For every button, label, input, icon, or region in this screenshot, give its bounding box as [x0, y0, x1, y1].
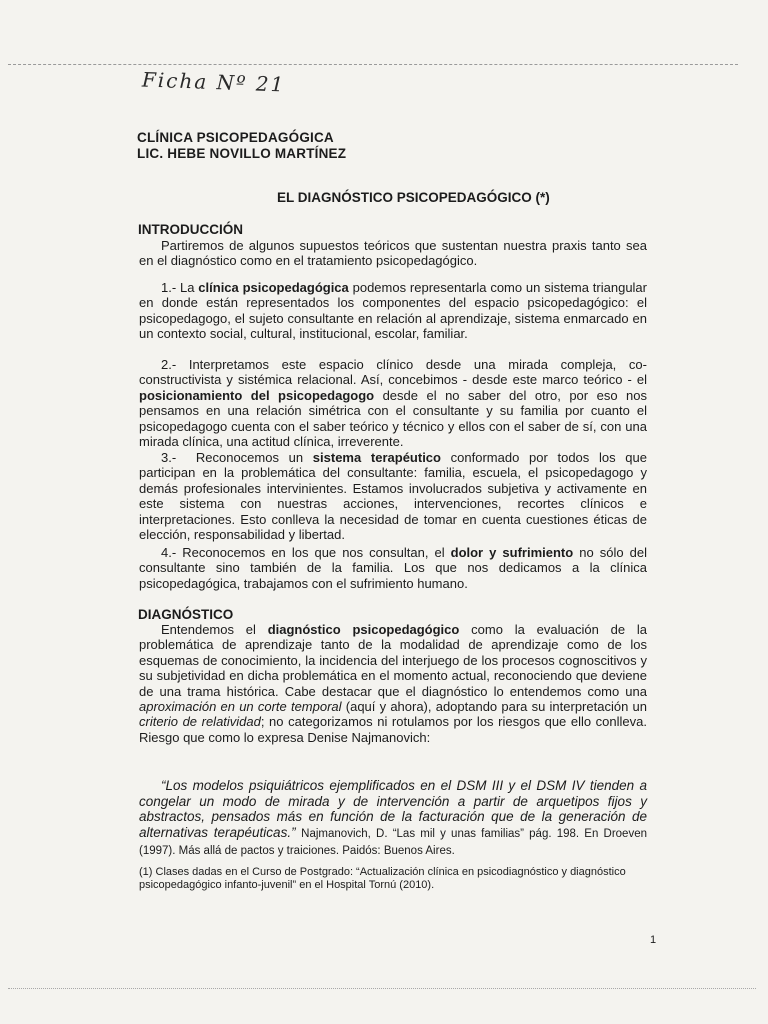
diag-pre: Entendemos el	[161, 622, 256, 637]
p3-number: 3.-	[161, 450, 177, 465]
p2-number: 2.-	[161, 357, 177, 372]
p1-pre: La	[180, 280, 195, 295]
p4-pre: Reconocemos en los que nos consultan, el	[182, 545, 445, 560]
p3-post: conformado por todos los que participan en la problemática del consultante: familia, escuela, el psicopedagogo y demás profesionales intervinientes. Estamos involucrados subjetiva y activamente en este sistema con nuestras acciones, intervenciones, recortes clínicos e interpretaciones. Esto conlleva la necesidad de tomar en cuenta cuestiones éticas de elección, responsabilidad y libertad.	[139, 450, 647, 543]
intro-paragraph-0	[139, 238, 647, 269]
intro-paragraph-3	[139, 450, 647, 542]
p4-number: 4.-	[161, 545, 177, 560]
document-title: EL DIAGNÓSTICO PSICOPEDAGÓGICO (*)	[277, 190, 550, 205]
header-author: LIC. HEBE NOVILLO MARTÍNEZ	[137, 146, 347, 161]
quote-block	[139, 778, 647, 859]
intro-paragraph-4	[139, 545, 647, 591]
diag-ital1: aproximación en un corte temporal	[139, 699, 342, 715]
p2-bold: posicionamiento del psicopedagogo	[139, 387, 375, 403]
intro-p0-text: Partiremos de algunos supuestos teóricos que sustentan nuestra praxis tanto sea en el diagnóstico como en el tratamiento psicopedagógico.	[139, 238, 647, 269]
handwritten-note: Ficha Nº 21	[141, 67, 286, 97]
top-scan-rule	[8, 64, 738, 65]
diag-mid1: como la evaluación de la problemática de aprendizaje tanto de la modalidad de aprendizaje como de los esquemas de conocimiento, la incidencia del interjuego de los procesos cognoscitivos y su subjetividad en dicha problemática en el momento actual, reconociendo que deviene de una trama histórica. Cabe destacar que el diagnóstico lo entendemos como una	[139, 622, 647, 699]
diag-post: ; no categorizamos ni rotulamos por los riesgos que ello conlleva. Riesgo que como lo expresa Denise Najmanovich:	[139, 714, 647, 745]
header-institution: CLÍNICA PSICOPEDAGÓGICA	[137, 130, 334, 145]
p1-post: podemos representarla como un sistema triangular en donde están representados los componentes del espacio psicopedagógico: el psicopedagogo, el sujeto consultante en relación al aprendizaje, sistema enmarcado en un contexto social, cultural, institucional, escolar, familiar.	[139, 280, 647, 342]
intro-paragraph-1	[139, 280, 647, 342]
diag-bold: diagnóstico psicopedagógico	[267, 622, 460, 637]
p4-post: no sólo del consultante sino también de la familia. Los que nos dedicamos a la clínica psicopedagógica, trabajamos con el sufrimiento humano.	[139, 545, 647, 591]
quote-text: “Los modelos psiquiátricos ejemplificados en el DSM III y el DSM IV tienden a congelar un modo de mirada y de intervención a partir de arquetipos fijos y abstractos, pensados más en función de la facturación que de la generación de alternativas terapéuticas.”	[139, 778, 647, 840]
p2-post: desde el no saber del otro, por eso nos pensamos en una relación simétrica con el consultante y su familia por cuanto el psicopedagogo cuenta con el saber teórico y técnico y ellos con el saber de sí, con una mirada clínica, una actitud clínica, irreverente.	[139, 387, 647, 450]
section-heading-introduccion: INTRODUCCIÓN	[138, 222, 243, 237]
page-number: 1	[650, 934, 657, 946]
diag-mid2: (aquí y ahora), adoptando para su interpretación un	[345, 699, 647, 715]
p1-number: 1.-	[161, 280, 177, 295]
footnote: (1) Clases dadas en el Curso de Postgrado: “Actualización clínica en psicodiagnóstico y diagnóstico psicopedagógico infanto-juvenil” en el Hospital Tornú (2010).	[139, 866, 626, 891]
diagnostico-paragraph	[139, 622, 647, 745]
p3-pre: Reconocemos un	[195, 450, 304, 465]
p1-bold: clínica psicopedagógica	[198, 280, 349, 295]
bottom-scan-rule	[8, 988, 756, 989]
p2-pre: Interpretamos este espacio clínico desde una mirada compleja, co-constructivista y sistémica relacional. Así, concebimos - desde este marco teórico - el	[139, 357, 647, 388]
p3-bold: sistema terapéutico	[312, 450, 441, 465]
intro-paragraph-2	[139, 357, 647, 449]
p4-bold: dolor y sufrimiento	[450, 545, 574, 560]
section-heading-diagnostico: DIAGNÓSTICO	[138, 607, 234, 622]
quote-reference: Najmanovich, D. “Las mil y unas familias” pág. 198. En Droeven (1997). Más allá de pactos y traiciones. Paidós: Buenos Aires.	[139, 827, 647, 857]
diag-ital2: criterio de relatividad	[139, 714, 261, 730]
